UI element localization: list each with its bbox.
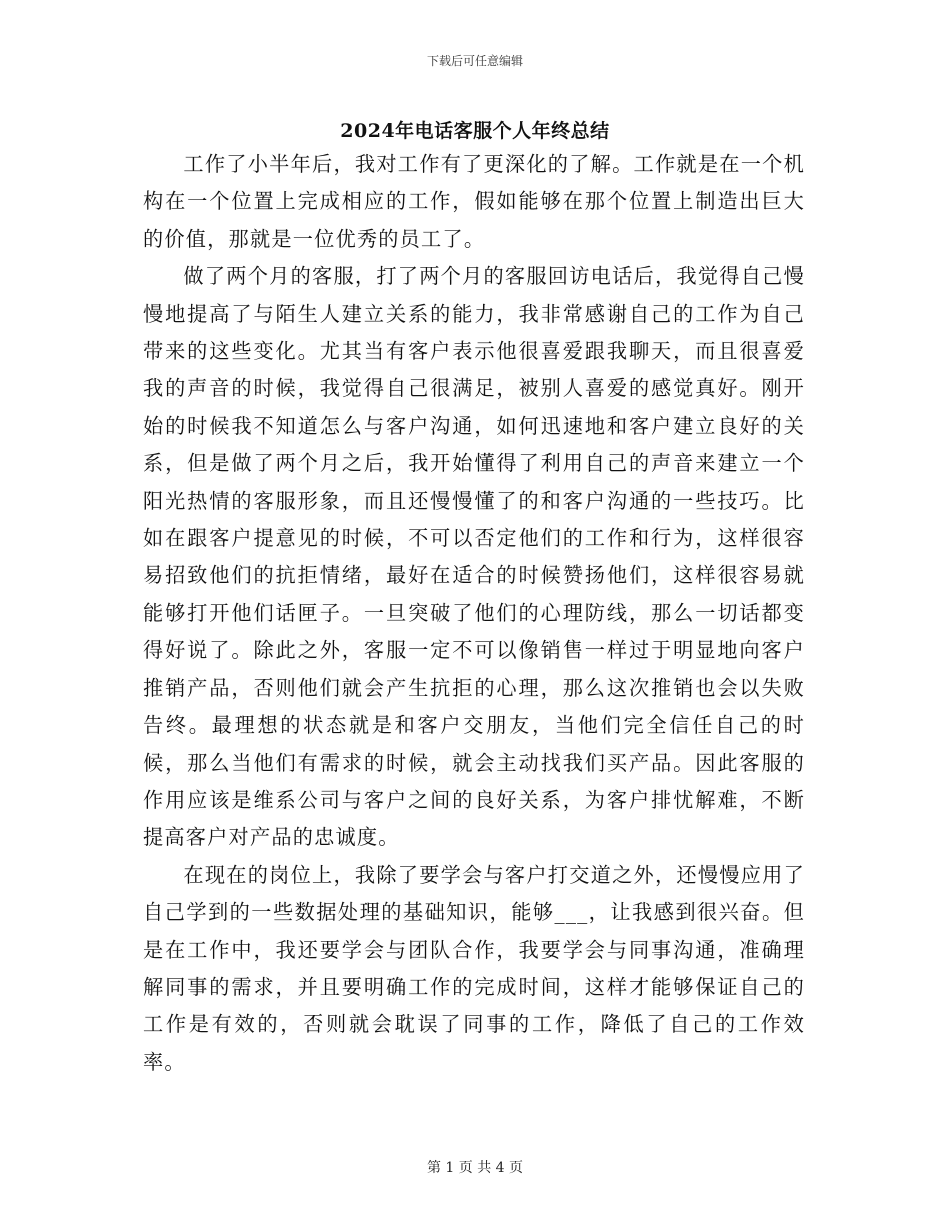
- paragraph-3: 在现在的岗位上，我除了要学会与客户打交道之外，还慢慢应用了自己学到的一些数据处理的基础知识，能够___，让我感到很兴奋。但是在工作中，我还要学会与团队合作，我要学会与同事沟通，准确理解同事的需求，并且要明确工作的完成时间，这样才能够保证自己的工作是有效的，否则就会耽误了同事的工作，降低了自己的工作效率。: [143, 862, 805, 1074]
- paragraph-2: 做了两个月的客服，打了两个月的客服回访电话后，我觉得自己慢慢地提高了与陌生人建立关系的能力，我非常感谢自己的工作为自己带来的这些变化。尤其当有客户表示他很喜爱跟我聊天，而且很喜爱我的声音的时候，我觉得自己很满足，被别人喜爱的感觉真好。刚开始的时候我不知道怎么与客户沟通，如何迅速地和客户建立良好的关系，但是做了两个月之后，我开始懂得了利用自己的声音来建立一个阳光热情的客服形象，而且还慢慢懂了的和客户沟通的一些技巧。比如在跟客户提意见的时候，不可以否定他们的工作和行为，这样很容易招致他们的抗拒情绪，最好在适合的时候赞扬他们，这样很容易就能够打开他们话匣子。一旦突破了他们的心理防线，那么一切话都变得好说了。除此之外，客服一定不可以像销售一样过于明显地向客户推销产品，否则他们就会产生抗拒的心理，那么这次推销也会以失败告终。最理想的状态就是和客户交朋友，当他们完全信任自己的时候，那么当他们有需求的时候，就会主动找我们买产品。因此客服的作用应该是维系公司与客户之间的良好关系，为客户排忧解难，不断提高客户对产品的忠诚度。: [143, 264, 805, 850]
- page-footer: 第 1 页 共 4 页: [426, 1160, 524, 1176]
- document-body: [143, 146, 805, 1081]
- paragraph-1: 工作了小半年后，我对工作有了更深化的了解。工作就是在一个机构在一个位置上完成相应的工作，假如能够在那个位置上制造出巨大的价值，那就是一位优秀的员工了。: [143, 152, 805, 251]
- document-title: 2024年电话客服个人年终总结: [340, 120, 610, 142]
- header-note: 下载后可任意编辑: [426, 54, 523, 68]
